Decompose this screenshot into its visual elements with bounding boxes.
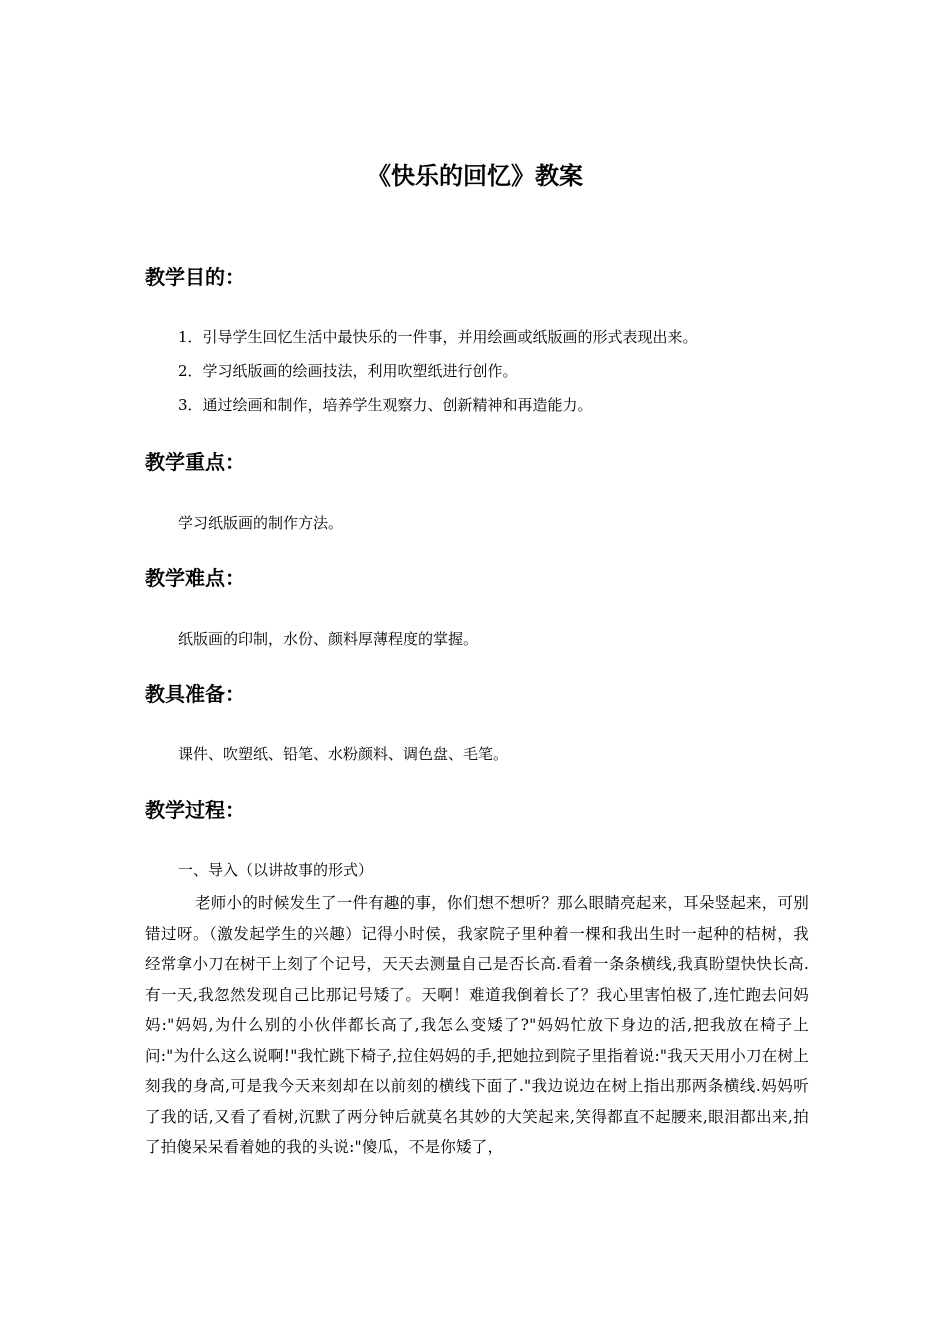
materials-heading: 教具准备： (145, 682, 245, 706)
objective-item-1: 1．引导学生回忆生活中最快乐的一件事，并用绘画或纸版画的形式表现出来。 (178, 328, 698, 346)
difficulties-text: 纸版画的印制，水份、颜料厚薄程度的掌握。 (178, 630, 479, 648)
process-heading: 教学过程： (145, 798, 245, 822)
document-title: 《快乐的回忆》教案 (367, 162, 583, 190)
difficulties-heading: 教学难点： (145, 566, 245, 590)
objective-item-2: 2．学习纸版画的绘画技法，利用吹塑纸进行创作。 (178, 362, 518, 380)
materials-text: 课件、吹塑纸、铅笔、水粉颜料、调色盘、毛笔。 (178, 745, 509, 763)
process-step-1-title: 一、导入（以讲故事的形式） (178, 861, 374, 879)
key-points-text: 学习纸版画的制作方法。 (178, 514, 344, 532)
process-story-paragraph: 老师小的时候发生了一件有趣的事，你们想不想听？那么眼睛亮起来，耳朵竖起来，可别错过呀。（激发起学生的兴趣）记得小时侯，我家院子里种着一棵和我出生时一起种的桔树，我经常拿小刀在树干上刻了个记号，天天去测量自己是否长高.看着一条条横线,我真盼望快快长高.有一天,我忽然发现自己比那记号矮了。天啊！难道我倒着长了？我心里害怕极了,连忙跑去问妈妈:"妈妈,为什么别的小伙伴都长高了,我怎么变矮了?"妈妈忙放下身边的活,把我放在椅子上问:"为什么这么说啊!"我忙跳下椅子,拉住妈妈的手,把她拉到院子里指着说:"我天天用小刀在树上刻我的身高,可是我今天来刻却在以前刻的横线下面了."我边说边在树上指出那两条横线.妈妈听了我的话,又看了看树,沉默了两分钟后就莫名其妙的大笑起来,笑得都直不起腰来,眼泪都出来,拍了拍傻呆呆看着她的我的头说:"傻瓜，不是你矮了， (145, 894, 809, 1156)
key-points-heading: 教学重点： (145, 450, 245, 474)
objectives-heading: 教学目的： (145, 265, 245, 289)
objective-item-3: 3．通过绘画和制作，培养学生观察力、创新精神和再造能力。 (178, 396, 593, 414)
